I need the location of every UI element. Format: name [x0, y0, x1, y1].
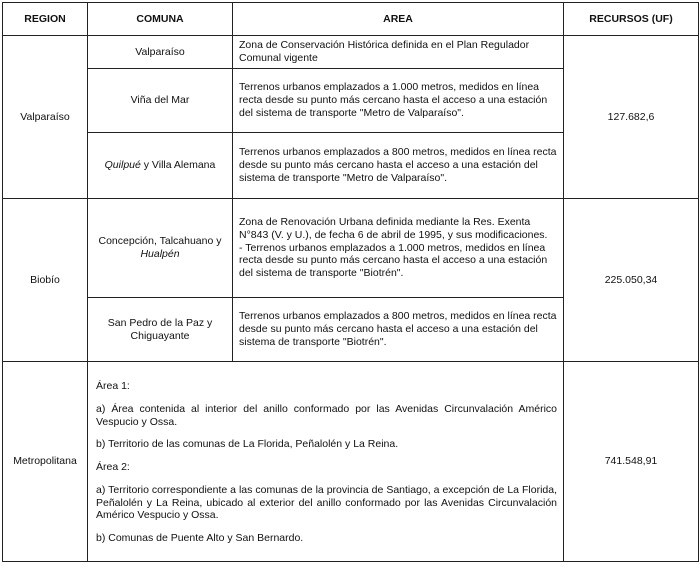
comuna-hualpen: Hualpén — [140, 248, 180, 260]
recursos-biobio: 225.050,34 — [564, 199, 699, 362]
table-row — [3, 36, 699, 69]
area2-item-a: a) Territorio correspondiente a las comunas de la provincia de Santiago, a excepción de La Florida, Peñalolén y La Reina, ubicado al exterior del anillo conformado por las Avenidas Circunvalación Américo Vespucio y Ossa. — [96, 483, 557, 522]
header-row — [3, 3, 699, 36]
comuna-concepcion-line1: Concepción, Talcahuano y — [98, 235, 222, 248]
recursos-metropolitana: 741.548,91 — [564, 362, 699, 562]
region-valparaiso: Valparaíso — [3, 36, 88, 199]
table-row — [3, 199, 699, 298]
area-quilpue-villa-alemana: Terrenos urbanos emplazados a 800 metros, medidos en línea recta desde su punto más cercano hasta el acceso a una estación del sistema de transporte "Metro de Valparaíso". — [233, 133, 564, 199]
area-san-pedro: Terrenos urbanos emplazados a 800 metros, medidos en línea recta desde su punto más cercano hasta el acceso a una estación del sistema de transporte "Biotrén". — [233, 298, 564, 362]
header-area: AREA — [233, 3, 564, 36]
comuna-concepcion — [88, 199, 233, 298]
area2-item-b: b) Comunas de Puente Alto y San Bernardo. — [96, 532, 304, 545]
area2-title: Área 2: — [96, 461, 130, 474]
table-row — [3, 362, 699, 562]
area-valparaiso: Zona de Conservación Histórica definida en el Plan Regulador Comunal vigente — [233, 36, 564, 69]
header-region: REGION — [3, 3, 88, 36]
region-biobio: Biobío — [3, 199, 88, 362]
area-metropolitana — [88, 362, 564, 562]
comuna-villa-alemana: y Villa Alemana — [140, 159, 216, 172]
area-concepcion — [233, 199, 564, 298]
area-concepcion-line1: Zona de Renovación Urbana definida mediante la Res. Exenta N°843 (V. y U.), de fecha 6 de abril de 1995, y sus modificaciones. — [239, 216, 548, 241]
comuna-san-pedro-line1: San Pedro de la Paz y — [107, 316, 213, 329]
comuna-quilpue: Quilpué — [104, 159, 141, 172]
recursos-valparaiso: 127.682,6 — [564, 36, 699, 199]
comuna-valparaiso: Valparaíso — [88, 36, 233, 69]
header-comuna: COMUNA — [88, 3, 233, 36]
header-recursos: RECURSOS (UF) — [564, 3, 699, 36]
area1-item-a: a) Área contenida al interior del anillo conformado por las Avenidas Circunvalación Américo Vespucio y Ossa. — [96, 402, 557, 428]
area1-item-b: b) Territorio de las comunas de La Florida, Peñalolén y La Reina. — [96, 438, 399, 451]
comuna-san-pedro — [88, 298, 233, 362]
area-concepcion-line2: - Terrenos urbanos emplazados a 1.000 metros, medidos en línea recta desde su punto más cercano hasta el acceso a una estación del sistema de transporte "Biotrén". — [239, 241, 548, 280]
comuna-chiguayante: Chiguayante — [130, 329, 190, 342]
comuna-vina-del-mar: Viña del Mar — [88, 69, 233, 133]
area-vina-del-mar: Terrenos urbanos emplazados a 1.000 metros, medidos en línea recta desde su punto más cercano hasta el acceso a una estación del sistema de transporte "Metro de Valparaíso". — [233, 69, 564, 133]
area1-title: Área 1: — [96, 379, 130, 392]
resources-table — [2, 2, 699, 562]
comuna-quilpue-villa-alemana — [88, 133, 233, 199]
region-metropolitana: Metropolitana — [3, 362, 88, 562]
